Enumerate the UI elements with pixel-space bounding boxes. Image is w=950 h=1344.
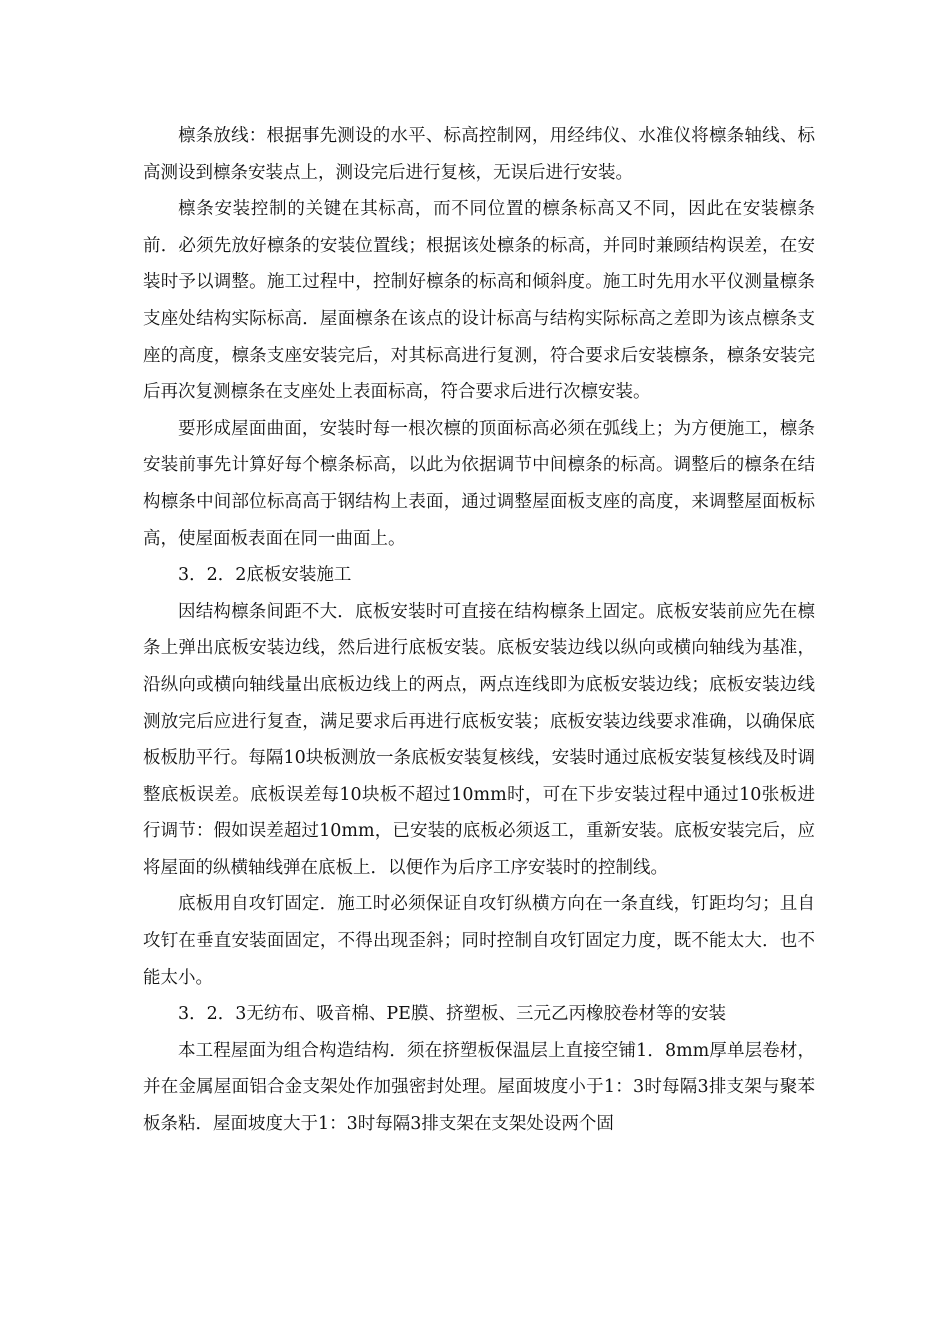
paragraph-roof-composite-structure: 本工程屋面为组合构造结构．须在挤塑板保温层上直接空铺1．8mm厚单层卷材，并在金属屋面铝合金支架处作加强密封处理。屋面坡度小于1：3时每隔3排支架与聚苯板条粘．屋面坡度大于1：3时每隔3排支架在支架处设两个固 (143, 1040, 815, 1135)
section-heading-3-2-3: 3．2．3无纺布、吸音棉、PE膜、挤塑板、三元乙丙橡胶卷材等的安装 (178, 1004, 726, 1025)
paragraph-roof-curve: 要形成屋面曲面，安装时每一根次檩的顶面标高必须在弧线上；为方便施工，檩条安装前事先计算好每个檩条标高，以此为依据调节中间檩条的标高。调整后的檩条在结构檩条中间部位标高高于钢结构上表面，通过调整屋面板支座的高度，来调整屋面板标高，使屋面板表面在同一曲面上。 (143, 418, 815, 549)
paragraph-purlin-setout: 檩条放线：根据事先测设的水平、标高控制网，用经纬仪、水准仪将檩条轴线、标高测设到檩条安装点上，测设完后进行复核，无误后进行安装。 (143, 126, 815, 183)
document-body (143, 118, 815, 1143)
paragraph-base-plate-install: 因结构檩条间距不大．底板安装时可直接在结构檩条上固定。底板安装前应先在檩条上弹出底板安装边线，然后进行底板安装。底板安装边线以纵向或横向轴线为基准，沿纵向或横向轴线量出底板边线上的两点，两点连线即为底板安装边线；底板安装边线测放完后应进行复查，满足要求后再进行底板安装；底板安装边线要求准确，以确保底板板肋平行。每隔10块板测放一条底板安装复核线，安装时通过底板安装复核线及时调整底板误差。底板误差每10块板不超过10mm时，可在下步安装过程中通过10张板进行调节：假如误差超过10mm，已安装的底板必须返工，重新安装。底板安装完后，应将屋面的纵横轴线弹在底板上．以便作为后序工序安装时的控制线。 (143, 601, 815, 878)
paragraph-self-tapping-screws: 底板用自攻钉固定．施工时必须保证自攻钉纵横方向在一条直线，钉距均匀；且自攻钉在垂直安装面固定，不得出现歪斜；同时控制自攻钉固定力度，既不能太大．也不能太小。 (143, 894, 815, 988)
paragraph-purlin-elevation-control: 檩条安装控制的关键在其标高，而不同位置的檩条标高又不同，因此在安装檩条前．必须先放好檩条的安装位置线；根据该处檩条的标高，并同时兼顾结构误差，在安装时予以调整。施工过程中，控制好檩条的标高和倾斜度。施工时先用水平仪测量檩条支座处结构实际标高．屋面檩条在该点的设计标高与结构实际标高之差即为该点檩条支座的高度，檩条支座安装完后，对其标高进行复测，符合要求后安装檩条，檩条安装完后再次复测檩条在支座处上表面标高，符合要求后进行次檩安装。 (143, 199, 815, 403)
section-heading-3-2-2: 3．2．2底板安装施工 (178, 565, 352, 586)
